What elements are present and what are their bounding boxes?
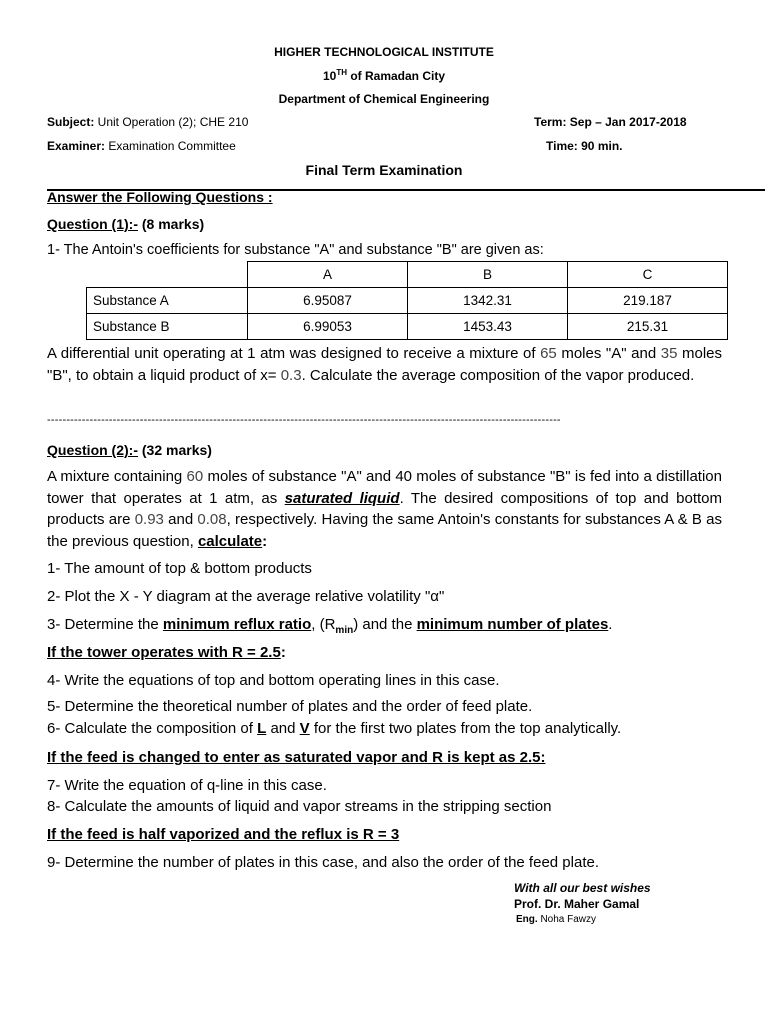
professor-name: Prof. Dr. Maher Gamal: [514, 897, 640, 911]
q1-marks: (8 marks): [138, 216, 205, 232]
best-wishes: With all our best wishes: [514, 881, 651, 895]
q2-paragraph: [47, 466, 722, 552]
q2-item-1: 1- The amount of top & bottom products: [47, 560, 312, 577]
time-label: Time:: [546, 139, 578, 153]
q2-bottom-composition: 0.08: [197, 511, 227, 528]
q1-intro: 1- The Antoin's coefficients for substance "A" and substance "B" are given as:: [47, 242, 544, 258]
item3-text-b: , (R: [311, 616, 336, 633]
time-value: 90 min.: [577, 139, 623, 153]
item6-text-a: 6- Calculate the composition of: [47, 720, 258, 737]
cell-b: 1453.43: [408, 314, 568, 340]
q1-text-c: moles "B", to obtain a liquid product of x=: [47, 345, 722, 384]
q1-label: Question (1):-: [47, 216, 138, 232]
q1-text-d: . Calculate the average composition of the vapor produced.: [301, 366, 695, 384]
q2-colon: :: [262, 532, 268, 550]
table-header-b: B: [408, 262, 568, 288]
cell-b: 1342.31: [408, 288, 568, 314]
engineer-line: [516, 914, 596, 925]
examiner-value: Examination Committee: [105, 139, 236, 153]
row-name: Substance A: [87, 288, 248, 314]
city-name: of Ramadan City: [347, 69, 446, 83]
cell-a: 6.95087: [248, 288, 408, 314]
q2-item-6: [47, 720, 621, 737]
q2-saturated-liquid: saturated liquid: [284, 489, 400, 507]
item6-L: L: [257, 720, 267, 737]
cell-a: 6.99053: [248, 314, 408, 340]
item6-V: V: [299, 720, 310, 737]
department-name: Department of Chemical Engineering: [278, 92, 490, 106]
q2-item-7: 7- Write the equation of q-line in this case.: [47, 777, 327, 794]
q1-x-value: 0.3: [280, 366, 302, 384]
table-header-row: [87, 262, 728, 288]
subject-line: [47, 115, 248, 129]
examiner-label: Examiner:: [47, 139, 106, 153]
subject-value: Unit Operation (2); CHE 210: [94, 115, 249, 129]
q1-heading: [47, 216, 204, 232]
q2-item-3: [47, 616, 612, 636]
table-corner: [87, 262, 248, 288]
city-number: 10: [322, 69, 337, 83]
q2-label: Question (2):-: [47, 442, 138, 458]
q1-moles-b: 35: [660, 345, 678, 362]
q2-text-c: . The desired compositions of top and bottom products are: [47, 489, 722, 528]
q2-marks: (32 marks): [138, 442, 212, 458]
engineer-name: Noha Fawzy: [537, 914, 597, 925]
cond1-colon: :: [280, 644, 286, 661]
item6-text-c: for the first two plates from the top analytically.: [309, 720, 622, 737]
term-value: Sep – Jan 2017-2018: [566, 115, 687, 129]
examiner-line: [47, 139, 236, 153]
q2-condition-3: If the feed is half vaporized and the reflux is R = 3: [47, 826, 400, 843]
q2-item-4: 4- Write the equations of top and bottom operating lines in this case.: [47, 672, 500, 689]
row-name: Substance B: [87, 314, 248, 340]
q2-item-5: 5- Determine the theoretical number of plates and the order of feed plate.: [47, 698, 533, 715]
q2-top-composition: 0.93: [134, 511, 164, 528]
q1-paragraph: [47, 343, 722, 386]
separator-line: -------------------------------------------------------------------------------------------------------------------------------------: [47, 414, 561, 426]
q1-text-b: moles "A" and: [556, 345, 661, 362]
city-superscript: TH: [336, 68, 347, 77]
item3-min-plates: minimum number of plates: [416, 616, 609, 633]
q2-text-b: moles of substance "A" and 40 moles of substance "B" is fed into a distillation tower that operates at 1 atm, as: [47, 468, 722, 507]
item3-text-a: 3- Determine the: [47, 616, 163, 633]
item6-text-b: and: [266, 720, 300, 737]
q1-text-a: A differential unit operating at 1 atm was designed to receive a mixture of: [47, 345, 541, 362]
time-line: [546, 139, 622, 153]
subject-label: Subject:: [47, 115, 95, 129]
cond1-text: If the tower operates with R = 2.5: [47, 644, 281, 661]
city-line: [0, 68, 768, 83]
institute-name: HIGHER TECHNOLOGICAL INSTITUTE: [274, 45, 494, 59]
exam-title: Final Term Examination: [305, 162, 463, 178]
term-label: Term:: [534, 115, 567, 129]
q2-calculate: calculate: [197, 532, 263, 550]
item3-min-reflux: minimum reflux ratio: [162, 616, 312, 633]
q2-text-e: , respectively. Having the same Antoin's constants for substances A & B as the previous question,: [47, 511, 723, 550]
q2-item-9: 9- Determine the number of plates in this case, and also the order of the feed plate.: [47, 854, 599, 871]
item3-subscript: min: [335, 625, 354, 636]
q2-text-d: and: [163, 511, 198, 528]
q2-condition-1: [47, 644, 286, 661]
item3-text-c: ) and the: [353, 616, 417, 633]
q2-condition-2: If the feed is changed to enter as saturated vapor and R is kept as 2.5:: [47, 749, 546, 766]
q2-item-2: 2- Plot the X - Y diagram at the average relative volatility "α": [47, 588, 445, 605]
cell-c: 215.31: [568, 314, 728, 340]
q2-heading: [47, 442, 212, 458]
cell-c: 219.187: [568, 288, 728, 314]
q2-moles-a: 60: [186, 468, 204, 485]
item3-text-d: .: [608, 616, 613, 633]
table-header-c: C: [568, 262, 728, 288]
table-row: [87, 314, 728, 340]
engineer-label: Eng.: [516, 914, 538, 925]
antoine-table: [86, 261, 728, 340]
term-line: [534, 115, 687, 129]
answer-heading: Answer the Following Questions :: [47, 189, 273, 205]
table-row: [87, 288, 728, 314]
q2-item-8: 8- Calculate the amounts of liquid and vapor streams in the stripping section: [47, 798, 552, 815]
q2-text-a: A mixture containing: [47, 468, 187, 485]
table-header-a: A: [248, 262, 408, 288]
q1-moles-a: 65: [540, 345, 557, 362]
